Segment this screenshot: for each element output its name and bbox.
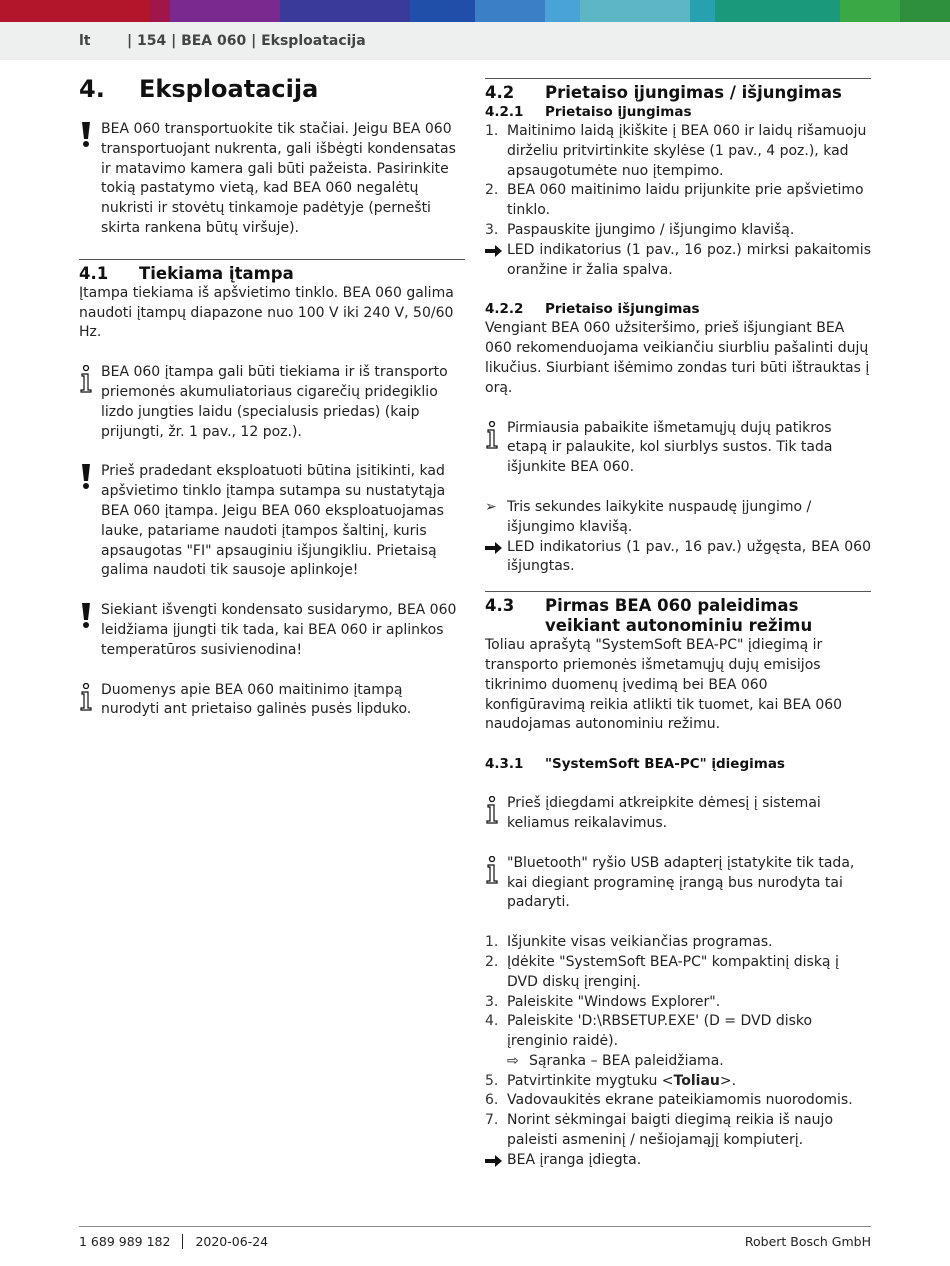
- paragraph: Vengiant BEA 060 užsiteršimo, prieš išjungiant BEA 060 rekomenduojama veikiančiu siurbliu pašalinti dujų likučius. Siurbiant išėmimo zondas turi būti ištrauktas į orą.: [485, 320, 870, 396]
- info-note: [79, 681, 465, 721]
- page-header: [0, 22, 950, 60]
- warning-icon: [79, 462, 101, 494]
- section-number: 4.3: [485, 596, 515, 616]
- list-item: 4. Paleiskite 'D:\RBSETUP.EXE' (D = DVD disko įrenginio raidė).: [485, 1013, 813, 1050]
- right-column: [485, 78, 871, 1175]
- list-item: 6. Vadovaukitės ekrane pateikiamomis nuorodomis.: [485, 1092, 853, 1109]
- document-date: 2020-06-24: [195, 1234, 269, 1249]
- subsection-number: 4.2.2: [485, 301, 524, 318]
- outline-arrow-icon: ⇨: [507, 1052, 519, 1069]
- arrow-right-icon: [485, 241, 507, 281]
- section-number: 4.2: [485, 83, 515, 102]
- warning-text: Siekiant išvengti kondensato susidarymo, BEA 060 leidžiama įjungti tik tada, kai BEA 060 ir aplinkos temperatūros susivienodina!: [101, 602, 457, 658]
- document-number: 1 689 989 182: [79, 1234, 171, 1249]
- footer-separator: [182, 1234, 183, 1249]
- left-column: [79, 74, 465, 720]
- brand-color-bar: [0, 0, 950, 22]
- info-icon: [485, 419, 507, 453]
- chapter-title: Eksploatacija: [139, 75, 319, 103]
- info-note: [79, 363, 465, 442]
- action-item: ➢ Tris sekundes laikykite nuspaudę įjungimo / išjungimo klavišą.: [485, 498, 871, 538]
- info-note: [485, 854, 871, 913]
- info-text: Pirmiausia pabaikite išmetamųjų dujų patikros etapą ir palaukite, kol siurblys sustos. Tik tada išjunkite BEA 060.: [507, 419, 833, 476]
- section-title: Prietaiso įjungimas / išjungimas: [545, 83, 842, 102]
- subsection-number: 4.3.1: [485, 756, 524, 773]
- info-text: BEA 060 įtampa gali būti tiekiama ir iš transporto priemonės akumuliatoriaus cigarečių pridegiklio lizdo jungties laidu (specialusis priedas) (kaip prijungti, žr. 1 pav., 12 poz.).: [101, 364, 448, 440]
- info-icon: [79, 363, 101, 397]
- warning-text: BEA 060 transportuokite tik stačiai. Jeigu BEA 060 transportuojant nukrenta, gali išbėgti kondensatas ir matavimo kamera gali būti pažeista. Pasirinkite tokią pastatymo vietą, kad BEA 060 negalėtų nukristi ir stovėtų tinkamoje padėtyje (pernešti skirta rankena būtų viršuje).: [101, 121, 456, 236]
- paragraph: Toliau aprašytą "SystemSoft BEA-PC" įdiegimą ir transporto priemonės išmetamųjų dujų emisijos tikrinimo duomenų įvedimą bei BEA 060 konfigūravimą reikia atlikti tik tuomet, kai BEA 060 naudojamas autonominiu režimu.: [485, 637, 843, 733]
- list-item: 5. Patvirtinkite mygtuku <Toliau>.: [485, 1072, 737, 1089]
- warning-note: [79, 462, 465, 581]
- language-code: lt: [79, 33, 91, 49]
- result-item: LED indikatorius (1 pav., 16 poz.) mirksi pakaitomis oranžine ir žalia spalva.: [485, 241, 871, 281]
- intermediate-result: ⇨ Sąranka – BEA paleidžiama.: [485, 1052, 871, 1072]
- subsection-heading-4-3-1: [485, 755, 871, 774]
- warning-note: [79, 120, 465, 239]
- header-title: | 154 | BEA 060 | Eksploatacija: [127, 33, 366, 49]
- arrow-right-icon: [485, 1151, 507, 1175]
- section-title: Tiekiama įtampa: [139, 263, 294, 283]
- section-heading-4-2: [485, 83, 871, 103]
- arrow-right-icon: [485, 538, 507, 578]
- list-item: 1. Išjunkite visas veikiančias programas.: [485, 934, 773, 951]
- footer-left: [79, 1234, 268, 1249]
- info-note: [485, 794, 871, 834]
- paragraph: Įtampa tiekiama iš apšvietimo tinklo. BEA 060 galima naudoti įtampų diapazone nuo 100 V iki 240 V, 50/60 Hz.: [79, 284, 454, 341]
- list-item: 2. Įdėkite "SystemSoft BEA-PC" kompaktinį diską į DVD diskų įrenginį.: [485, 953, 839, 990]
- info-icon: [79, 681, 101, 715]
- subsection-title: Prietaiso įjungimas: [545, 104, 692, 120]
- subsection-title: Prietaiso išjungimas: [545, 301, 700, 318]
- list-item: 7. Norint sėkmingai baigti diegimą reikia iš naujo paleisti asmeninį / nešiojamąjį kompiuterį.: [485, 1112, 834, 1149]
- list-item: 2. BEA 060 maitinimo laidu prijunkite prie apšvietimo tinklo.: [485, 182, 864, 219]
- info-icon: [485, 794, 507, 828]
- action-arrowhead-icon: ➢: [485, 498, 497, 515]
- section-title: Pirmas BEA 060 paleidimas veikiant autonominiu režimu: [545, 596, 813, 636]
- chapter-heading: [79, 74, 465, 104]
- company-name: Robert Bosch GmbH: [744, 1234, 871, 1249]
- info-note: [485, 419, 871, 478]
- subsection-number: 4.2.1: [485, 104, 524, 120]
- subsection-title: "SystemSoft BEA-PC" įdiegimas: [545, 756, 785, 773]
- warning-icon: [79, 120, 101, 152]
- section-heading-4-3: [485, 596, 871, 636]
- result-item: LED indikatorius (1 pav., 16 pav.) užgęsta, BEA 060 išjungtas.: [485, 538, 871, 578]
- warning-note: [79, 601, 465, 660]
- section-heading-4-1: [79, 264, 465, 284]
- chapter-number: 4.: [79, 75, 105, 103]
- info-text: "Bluetooth" ryšio USB adapterį įstatykite tik tada, kai diegiant programinę įrangą bus nurodyta tai padaryti.: [507, 854, 855, 911]
- info-text: Duomenys apie BEA 060 maitinimo įtampą nurodyti ant prietaiso galinės pusės lipduko.: [101, 681, 412, 718]
- section-number: 4.1: [79, 263, 109, 283]
- list-item: 3. Paleiskite "Windows Explorer".: [485, 993, 721, 1010]
- button-name: Toliau: [673, 1072, 720, 1089]
- result-item: BEA įranga įdiegta.: [485, 1151, 871, 1175]
- list-item: 3. Paspauskite įjungimo / išjungimo klavišą.: [485, 221, 795, 238]
- subsection-heading-4-2-2: [485, 300, 871, 319]
- footer-divider: [79, 1226, 871, 1227]
- subsection-heading-4-2-1: [485, 103, 871, 122]
- info-text: Prieš įdiegdami atkreipkite dėmesį į sistemai keliamus reikalavimus.: [507, 795, 821, 831]
- warning-icon: [79, 601, 101, 633]
- info-icon: [485, 854, 507, 888]
- list-item: 1. Maitinimo laidą įkiškite į BEA 060 ir laidų rišamuoju dirželiu pritvirtinkite skylėse (1 pav., 4 poz.), kad apsaugotumėte nuo įtempimo.: [485, 123, 867, 179]
- warning-text: Prieš pradedant eksploatuoti būtina įsitikinti, kad apšvietimo tinklo įtampa sutampa su nustatytąja BEA 060 įtampa. Jeigu BEA 060 eksploatuojamas lauke, patariame naudoti įtampos šaltinį, kuris apsaugotas "FI" apsauginiu išjungikliu. Prietaisą galima naudoti tik sausoje aplinkoje!: [101, 463, 446, 579]
